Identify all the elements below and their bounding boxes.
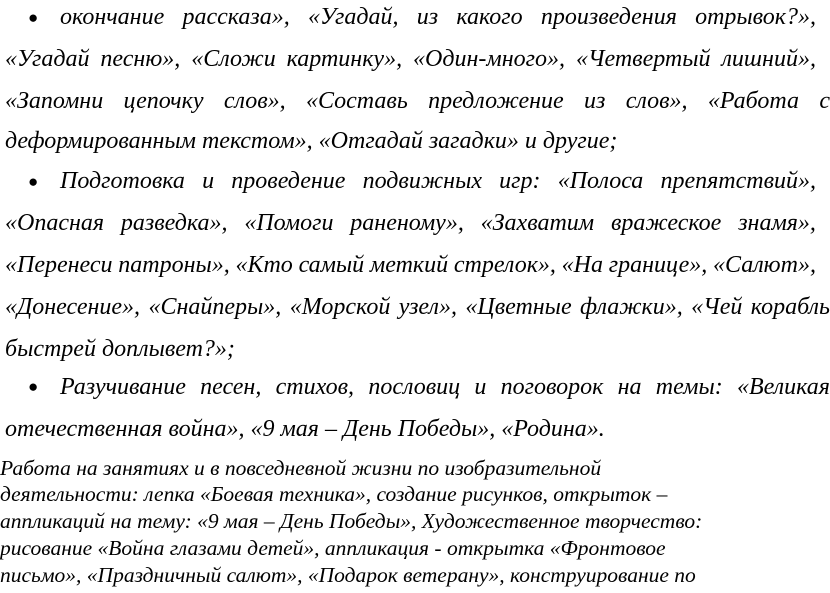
word: Разучивание (60, 374, 186, 400)
word: слов», (223, 88, 286, 114)
word: какого (456, 4, 523, 30)
word: «Работа (707, 88, 799, 114)
word: слов», (625, 88, 688, 114)
word: песню», (100, 46, 181, 72)
word: «Цветные (465, 294, 572, 320)
word: препятствий», (660, 168, 816, 194)
word: предложение (428, 88, 564, 114)
bullet-marker-3: ● (28, 377, 39, 396)
word: «Морской (289, 294, 391, 320)
word: песен, (200, 374, 262, 400)
bullet-2-line (5, 252, 816, 279)
word: «Сложи (191, 46, 276, 72)
word: стрелок», (453, 252, 556, 278)
word: проведение (231, 168, 346, 194)
word: окончание (60, 4, 165, 30)
word: патроны», (118, 252, 230, 278)
bullet-1-line: деформированным текстом», «Отгадай загадки» и другие; (5, 128, 618, 154)
word: «На (561, 252, 604, 278)
word: подвижных (362, 168, 482, 194)
word: «Угадай, (308, 4, 399, 30)
word: из (584, 88, 606, 114)
word: «Запомни (5, 88, 104, 114)
paragraph-line: Работа на занятиях и в повседневной жизни по изобразительной (0, 456, 602, 480)
paragraph-line: деятельности: лепка «Боевая техника», создание рисунков, открыток – (0, 482, 668, 506)
paragraph-line: письмо», «Праздничный салют», «Подарок ветерану», конструирование по (0, 563, 696, 587)
word: поговорок (500, 374, 604, 400)
word: «Полоса (557, 168, 644, 194)
word: «Чей (691, 294, 743, 320)
word: «Опасная (5, 210, 105, 236)
word: Подготовка (60, 168, 185, 194)
word: «Составь (305, 88, 408, 114)
word: картинку», (286, 46, 403, 72)
word: знамя», (738, 210, 816, 236)
word: раненому», (350, 210, 464, 236)
word: «Кто (235, 252, 293, 278)
paragraph-line: аппликаций на тему: «9 мая – День Победы», Художественное творчество: (0, 509, 703, 533)
word: корабль (750, 294, 830, 320)
bullet-2-line (5, 294, 830, 321)
bullet-1-line (5, 88, 830, 115)
bullet-3-line (60, 374, 830, 401)
word: цепочку (123, 88, 204, 114)
word: «Помоги (244, 210, 334, 236)
word: пословиц (368, 374, 461, 400)
word: «Великая (736, 374, 830, 400)
word: меткий (369, 252, 449, 278)
word: «Донесение», (5, 294, 141, 320)
word: «Угадай (5, 46, 90, 72)
word: «Перенеси (5, 252, 113, 278)
word: разведка», (120, 210, 228, 236)
word: «Захватим (480, 210, 595, 236)
word: на (617, 374, 642, 400)
word: флажки», (580, 294, 683, 320)
bullet-1-line (60, 4, 816, 31)
word: стихов, (275, 374, 355, 400)
word: границе», (608, 252, 708, 278)
word: игр: (499, 168, 541, 194)
word: узел», (398, 294, 457, 320)
word: и (474, 374, 487, 400)
word: темы: (655, 374, 723, 400)
word: отрывок?», (695, 4, 816, 30)
word: с (819, 88, 830, 114)
word: произведения (540, 4, 677, 30)
word: «Один-много», (413, 46, 566, 72)
word: и (202, 168, 215, 194)
bullet-2-line (60, 168, 816, 195)
bullet-1-line (5, 46, 816, 73)
bullet-2-line (5, 210, 816, 237)
bullet-marker-1: ● (28, 8, 39, 27)
word: «Четвертый (575, 46, 711, 72)
word: «Салют», (713, 252, 816, 278)
word: «Снайперы», (148, 294, 282, 320)
word: лишний», (721, 46, 816, 72)
word: самый (298, 252, 365, 278)
bullet-3-line: отечественная война», «9 мая – День Победы», «Родина». (5, 416, 605, 442)
paragraph-line: рисование «Война глазами детей», аппликация - открытка «Фронтовое (0, 536, 666, 560)
bullet-2-line: быстрей доплывет?»; (5, 336, 235, 362)
word: из (416, 4, 439, 30)
word: рассказа», (182, 4, 290, 30)
bullet-marker-2: ● (28, 172, 39, 191)
word: вражеское (610, 210, 722, 236)
